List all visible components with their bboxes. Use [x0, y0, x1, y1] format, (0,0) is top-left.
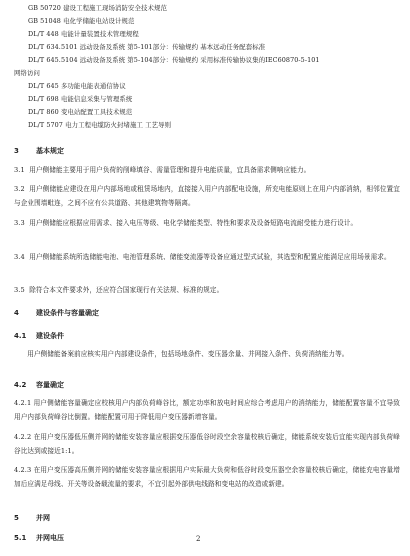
- section-title: 并网: [36, 514, 50, 522]
- reference-item: DL/T 860 变电站配置工具技术规范: [28, 108, 133, 116]
- subsection-number: 4.2: [14, 381, 27, 389]
- subsection-4-1-heading: [14, 331, 64, 341]
- clause-number: 3.3: [14, 219, 25, 227]
- subsection-title: 容量确定: [36, 381, 64, 389]
- clause-number: 3.1: [14, 166, 25, 174]
- clause-4-2-1: [14, 396, 400, 424]
- clause-text: 在用户变压器高压侧并网的储能安装容量应根据用户实际最大负荷和低谷时段变压器空余容量校核后确定，储能充电容量增加后应满足母线、开关等设备载流量的要求，不宜引起外部供电线路和变电站的改造或新建。: [14, 466, 400, 488]
- clause-number: 4.2.1: [14, 399, 32, 407]
- reference-item: DL/T 645 多功能电能表通信协议: [28, 82, 126, 90]
- reference-item: GB 50720 建设工程施工现场消防安全技术规范: [28, 4, 167, 12]
- reference-item-continuation: 网络访问: [14, 69, 40, 77]
- reference-item: GB 51048 电化学储能电站设计规范: [28, 17, 135, 25]
- subsection-number: 5.1: [14, 534, 27, 542]
- clause-number: 3.2: [14, 185, 25, 193]
- clause-3-1: [14, 163, 400, 177]
- subsection-title: 并网电压: [36, 534, 64, 542]
- section-5-heading: [14, 513, 50, 523]
- section-title: 基本规定: [36, 147, 64, 155]
- clause-text: 用户侧储能应建设在用户内部场地或租赁场地内，直接接入用户内部配电设施，所充电能原则上在用户内部消纳，相邻位置宜与企业围墙毗连，之间不应有公共道路、其他建筑物等隔离。: [14, 185, 400, 207]
- subsection-5-1-heading: [14, 533, 64, 543]
- subsection-number: 4.1: [14, 332, 27, 340]
- section-number: 3: [14, 147, 19, 155]
- reference-item: DL/T 634.5101 远动设备及系统 第5-101部分：传输规约 基本远动任务配套标准: [28, 43, 266, 51]
- clause-4-1-text: 用户侧储能备案前应核实用户内部建设条件，包括场地条件、变压器余量、并网接入条件、负荷消纳能力等。: [27, 350, 349, 358]
- clause-3-4: [14, 250, 400, 264]
- reference-item: DL/T 698 电能信息采集与管理系统: [28, 95, 133, 103]
- clause-3-2: [14, 182, 400, 210]
- reference-item: DL/T 5707 电力工程电缆防火封堵施工 工艺导则: [28, 121, 172, 129]
- clause-text: 用户侧储能系统所选储能电池、电池管理系统、储能变流器等设备应通过型式试验，其选型和配置应能满足应用场景需求。: [29, 253, 391, 261]
- clause-number: 4.2.3: [14, 466, 32, 474]
- clause-text: 除符合本文件要求外，还应符合国家现行有关法规、标准的规定。: [29, 286, 224, 294]
- reference-item: DL/T 448 电能计量装置技术管理规程: [28, 30, 139, 38]
- reference-item: DL/T 645.5104 远动设备及系统 第5-104部分：传输规约 采用标准传输协议集的IEC60870-5-101: [28, 56, 320, 64]
- clause-3-3: [14, 216, 400, 230]
- section-3-heading: [14, 146, 64, 156]
- clause-number: 4.2.2: [14, 433, 32, 441]
- clause-text: 用户侧储能容量确定应校核用户内部负荷峰谷比，额定功率和放电时间应综合考虑用户的消纳能力，储能配置容量不宜导致用户内部负荷峰谷比倒置。储能配置可用于降低用户变压器新增容量。: [14, 399, 400, 421]
- section-title: 建设条件与容量确定: [36, 309, 99, 317]
- section-number: 4: [14, 309, 19, 317]
- clause-4-2-3: [14, 463, 400, 491]
- clause-text: 用户侧储能主要用于用户负荷的削峰填谷、需量管理和提升电能质量，宜具备需求侧响应能力。: [29, 166, 311, 174]
- subsection-title: 建设条件: [36, 332, 64, 340]
- clause-3-5: [14, 283, 400, 297]
- clause-4-2-2: [14, 430, 400, 458]
- section-number: 5: [14, 514, 19, 522]
- clause-number: 3.4: [14, 253, 25, 261]
- clause-number: 3.5: [14, 286, 25, 294]
- page-number: 2: [196, 535, 201, 543]
- section-4-heading: [14, 308, 99, 318]
- subsection-4-2-heading: [14, 380, 64, 390]
- clause-text: 用户侧储能应根据应用需求、接入电压等级、电化学储能类型、特性和要求及设备短路电流耐受能力进行设计。: [29, 219, 358, 227]
- clause-text: 在用户变压器低压侧并网的储能安装容量应根据变压器低谷时段空余容量校核后确定，储能系统安装后宜能实现内部负荷峰谷比达到或接近1:1。: [14, 433, 400, 455]
